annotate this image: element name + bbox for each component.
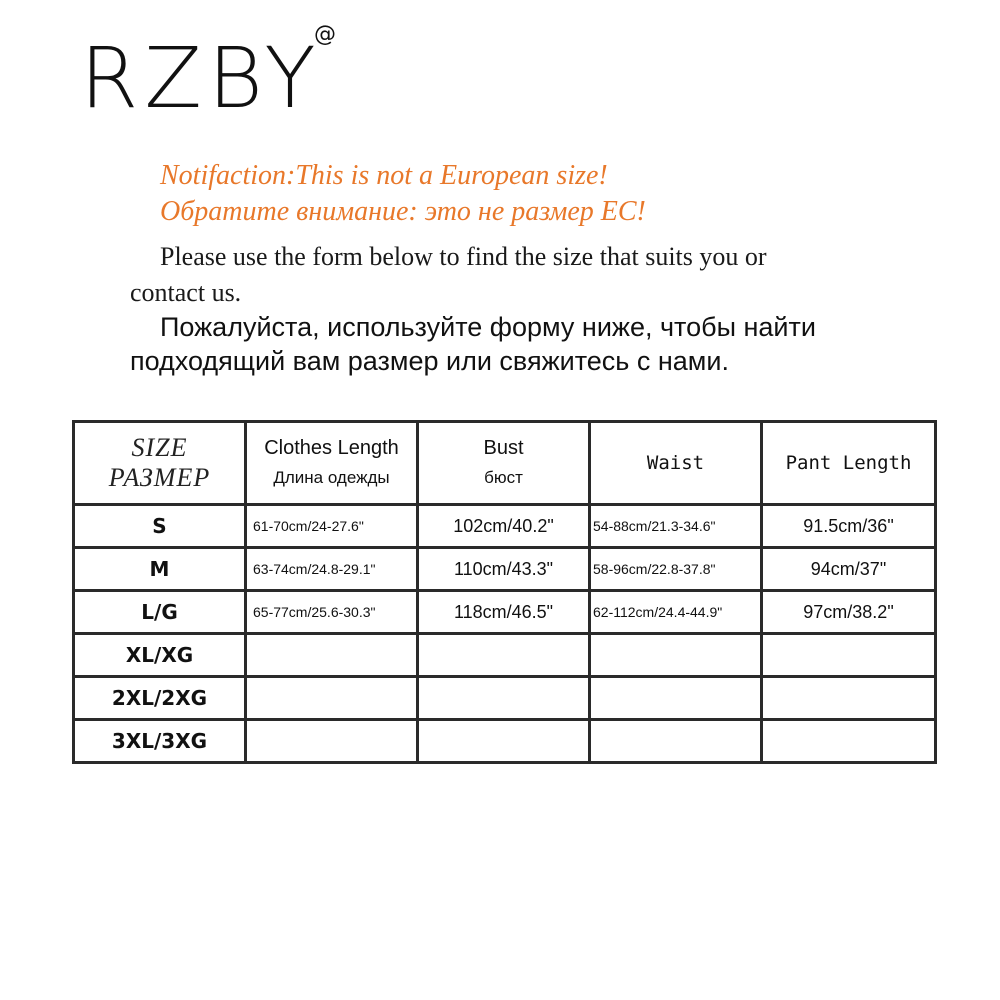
- clothes-length-cell: [246, 720, 418, 763]
- size-cell: XL/XG: [74, 634, 246, 677]
- table-row: [74, 505, 936, 548]
- waist-cell: [590, 677, 762, 720]
- bust-cell: [418, 634, 590, 677]
- waist-header-en: Waist: [646, 452, 705, 474]
- size-header-cell: [74, 422, 246, 505]
- table-header-row: [74, 422, 936, 505]
- bust-cell: [418, 677, 590, 720]
- brand-mark: @: [314, 22, 336, 47]
- size-cell: L/G: [74, 591, 246, 634]
- pant-length-header-cell: [762, 422, 936, 505]
- table-row: [74, 634, 936, 677]
- clothes-length-header-cell: [246, 422, 418, 505]
- table-row: [74, 591, 936, 634]
- pant-length-cell: [762, 677, 936, 720]
- clothes-length-cell: [246, 677, 418, 720]
- size-cell: 2XL/2XG: [74, 677, 246, 720]
- waist-cell: 62-112cm/24.4-44.9": [590, 591, 762, 634]
- size-cell: S: [74, 505, 246, 548]
- intro-russian-line-2: подходящий вам размер или свяжитесь с нами.: [130, 346, 729, 376]
- size-chart-table: [72, 420, 937, 764]
- waist-cell: [590, 634, 762, 677]
- bust-header-cell: [418, 422, 590, 505]
- intro-russian-line-1: Пожалуйста, используйте форму ниже, чтобы найти: [160, 312, 816, 342]
- clothes-length-cell: [246, 634, 418, 677]
- size-cell: 3XL/3XG: [74, 720, 246, 763]
- bust-cell: 102cm/40.2": [418, 505, 590, 548]
- bust-cell: [418, 720, 590, 763]
- pant-length-cell: 97cm/38.2": [762, 591, 936, 634]
- bust-cell: 118cm/46.5": [418, 591, 590, 634]
- waist-cell: 54-88cm/21.3-34.6": [590, 505, 762, 548]
- clothes-length-header-ru: Длина одежды: [273, 468, 390, 487]
- waist-cell: [590, 720, 762, 763]
- size-header-ru: РАЗМЕР: [108, 463, 211, 492]
- intro-english-line-1: Please use the form below to find the size that suits you or: [160, 242, 767, 271]
- bust-cell: 110cm/43.3": [418, 548, 590, 591]
- size-header-en: SIZE: [131, 433, 188, 462]
- table-row: [74, 720, 936, 763]
- bust-header-en: Bust: [483, 437, 524, 459]
- table-row: [74, 677, 936, 720]
- pant-length-cell: 94cm/37": [762, 548, 936, 591]
- intro-english-line-2: contact us.: [130, 278, 242, 307]
- pant-length-cell: [762, 634, 936, 677]
- size-cell: M: [74, 548, 246, 591]
- clothes-length-cell: 61-70cm/24-27.6": [246, 505, 418, 548]
- table-row: [74, 548, 936, 591]
- waist-header-cell: [590, 422, 762, 505]
- bust-header-ru: бюст: [484, 468, 523, 487]
- clothes-length-cell: 65-77cm/25.6-30.3": [246, 591, 418, 634]
- pant-length-cell: 91.5cm/36": [762, 505, 936, 548]
- pant-length-header-en: Pant Length: [785, 452, 912, 474]
- brand-name: RZBY: [80, 29, 322, 127]
- pant-length-cell: [762, 720, 936, 763]
- notice-english: Notifaction:This is not a European size!: [160, 160, 608, 191]
- notice-russian: Обратите внимание: это не размер ЕС!: [160, 196, 646, 227]
- waist-cell: 58-96cm/22.8-37.8": [590, 548, 762, 591]
- clothes-length-header-en: Clothes Length: [264, 437, 399, 459]
- clothes-length-cell: 63-74cm/24.8-29.1": [246, 548, 418, 591]
